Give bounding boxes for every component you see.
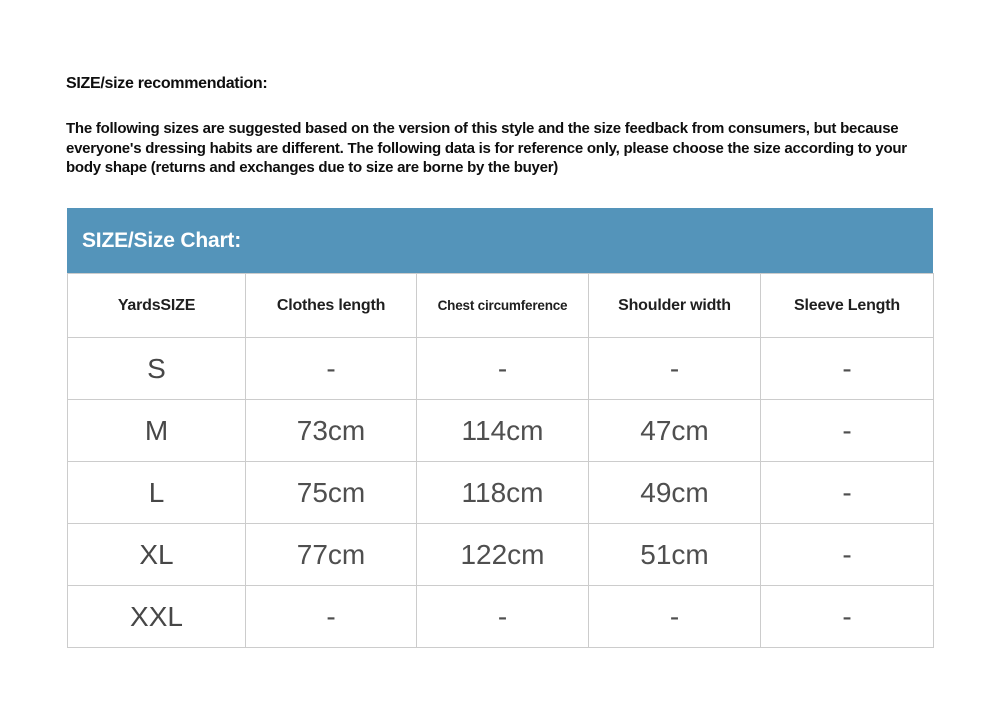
chest-cell: 114cm <box>417 400 589 462</box>
size-chart-table <box>67 273 934 648</box>
size-recommendation-note: The following sizes are suggested based on the version of this style and the size feedback from consumers, but because everyone's dressing habits are different. The following data is for reference only, please choose the size according to your body shape (returns and exchanges due to size are borne by the buyer) <box>66 120 907 176</box>
column-header-clothes-length: Clothes length <box>246 274 417 338</box>
size-cell: XL <box>68 524 246 586</box>
shoulder-cell: 51cm <box>589 524 761 586</box>
sleeve-cell: - <box>761 524 934 586</box>
shoulder-cell: 49cm <box>589 462 761 524</box>
size-cell: XXL <box>68 586 246 648</box>
chest-cell: 122cm <box>417 524 589 586</box>
table-row-l <box>68 462 934 524</box>
column-header-shoulder-width: Shoulder width <box>589 274 761 338</box>
clothes-length-cell: - <box>246 586 417 648</box>
clothes-length-cell: 75cm <box>246 462 417 524</box>
shoulder-cell: - <box>589 338 761 400</box>
chest-cell: 118cm <box>417 462 589 524</box>
header-row <box>68 274 934 338</box>
size-cell: S <box>68 338 246 400</box>
chest-cell: - <box>417 586 589 648</box>
sleeve-cell: - <box>761 462 934 524</box>
sleeve-cell: - <box>761 338 934 400</box>
column-header-chest-circumference <box>417 274 589 338</box>
clothes-length-cell: 73cm <box>246 400 417 462</box>
sleeve-cell: - <box>761 586 934 648</box>
size-chart-title-bar <box>67 208 933 273</box>
size-cell: M <box>68 400 246 462</box>
section-heading: SIZE/size recommendation: <box>66 75 268 92</box>
column-header-sleeve-length: Sleeve Length <box>761 274 934 338</box>
column-header-chest-label: Chest circumference <box>437 297 568 313</box>
clothes-length-cell: 77cm <box>246 524 417 586</box>
table-row-xl <box>68 524 934 586</box>
size-cell: L <box>68 462 246 524</box>
shoulder-cell: - <box>589 586 761 648</box>
chest-cell: - <box>417 338 589 400</box>
sleeve-cell: - <box>761 400 934 462</box>
clothes-length-cell: - <box>246 338 417 400</box>
size-chart-title: SIZE/Size Chart: <box>82 228 241 252</box>
table-row-s <box>68 338 934 400</box>
column-header-size: YardsSIZE <box>68 274 246 338</box>
shoulder-cell: 47cm <box>589 400 761 462</box>
table-row-xxl <box>68 586 934 648</box>
table-row-m <box>68 400 934 462</box>
